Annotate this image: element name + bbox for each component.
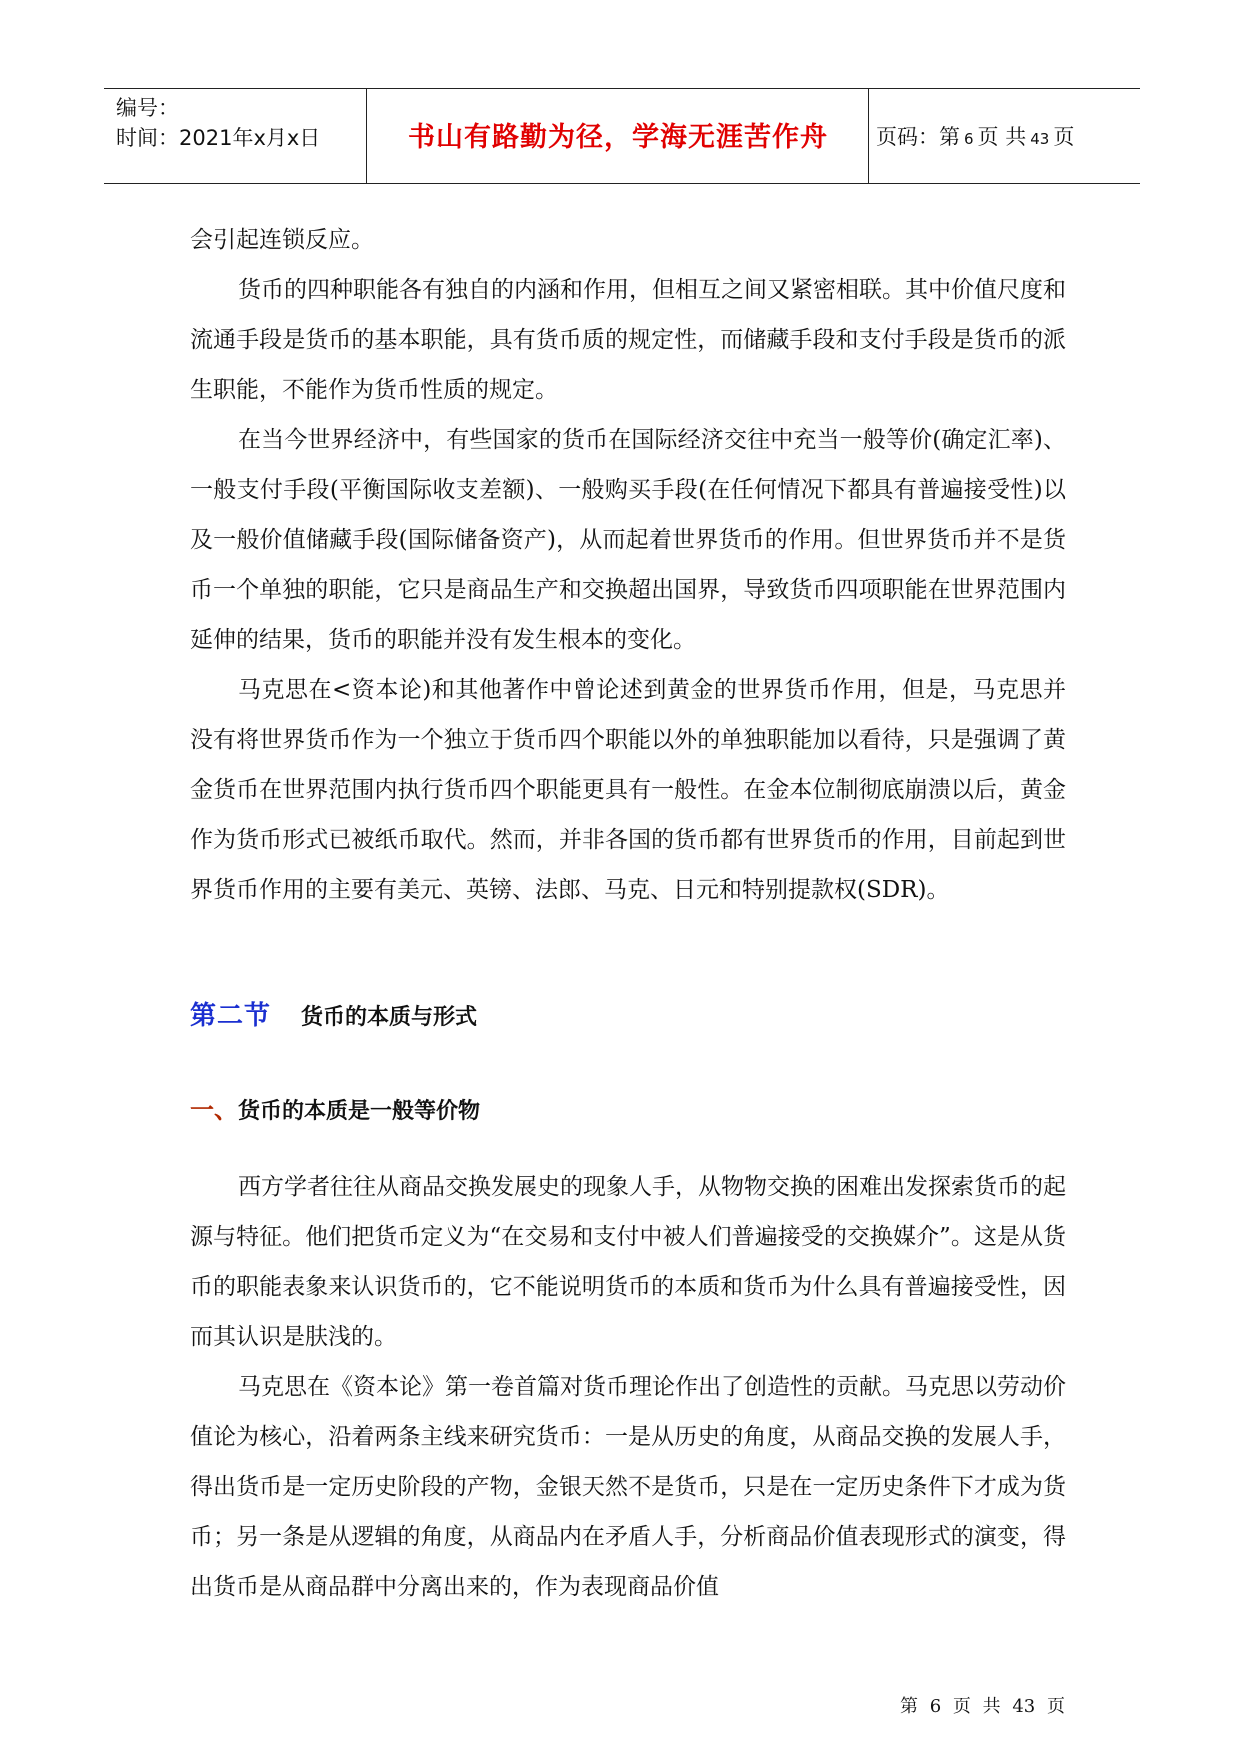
- subsection-title: 货币的本质是一般等价物: [238, 1099, 481, 1124]
- header-page-mid: 页 共: [977, 125, 1027, 149]
- header-page-end: 页: [1053, 125, 1075, 149]
- body-text-bottom: [190, 1162, 1066, 1612]
- section-number: 第二节: [190, 1001, 272, 1031]
- body-text-top: [190, 215, 1066, 915]
- section-title: 货币的本质与形式: [301, 1005, 478, 1030]
- header-left-cell: [116, 93, 366, 153]
- subsection-heading: [190, 1090, 480, 1125]
- header-divider: [366, 89, 367, 183]
- paragraph: 货币的四种职能各有独自的内涵和作用，但相互之间又紧密相联。其中价值尺度和流通手段是货币的基本职能，具有货币质的规定性，而储藏手段和支付手段是货币的派生职能，不能作为货币性质的规定。: [190, 277, 1066, 403]
- paragraph: 马克思在<资本论)和其他著作中曾论述到黄金的世界货币作用，但是，马克思并没有将世界货币作为一个独立于货币四个职能以外的单独职能加以看待，只是强调了黄金货币在世界范围内执行货币四个职能更具有一般性。在金本位制彻底崩溃以后，黄金作为货币形式已被纸币取代。然而，并非各国的货币都有世界货币的作用，目前起到世界货币作用的主要有美元、英镑、法郎、马克、日元和特别提款权(SDR)。: [190, 677, 1066, 903]
- header-code-label: 编号：: [116, 96, 179, 120]
- paragraph: 会引起连锁反应。: [190, 227, 374, 253]
- page-footer: 第 6 页 共 43 页: [900, 1696, 1065, 1717]
- header-time-label: 时间：2021年x月x日: [116, 126, 321, 150]
- header-page-number: 6: [964, 130, 974, 148]
- paragraph: 马克思在《资本论》第一卷首篇对货币理论作出了创造性的贡献。马克思以劳动价值论为核心，沿着两条主线来研究货币：一是从历史的角度，从商品交换的发展人手，得出货币是一定历史阶段的产物，金银天然不是货币，只是在一定历史条件下才成为货币；另一条是从逻辑的角度，从商品内在矛盾人手，分析商品价值表现形式的演变，得出货币是从商品群中分离出来的，作为表现商品价值: [190, 1374, 1066, 1600]
- section-heading: [190, 995, 477, 1032]
- header-divider: [868, 89, 869, 183]
- header-motto: 书山有路勤为径，学海无涯苦作舟: [408, 122, 828, 153]
- paragraph: 在当今世界经济中，有些国家的货币在国际经济交往中充当一般等价(确定汇率)、一般支付手段(平衡国际收支差额)、一般购买手段(在任何情况下都具有普遍接受性)以及一般价值储藏手段(国际储备资产)，从而起着世界货币的作用。但世界货币并不是货币一个单独的职能，它只是商品生产和交换超出国界，导致货币四项职能在世界范围内延伸的结果，货币的职能并没有发生根本的变化。: [190, 427, 1066, 653]
- header-page-total: 43: [1030, 130, 1050, 148]
- header-page-label: 页码：第: [876, 125, 960, 149]
- paragraph: 西方学者往往从商品交换发展史的现象人手，从物物交换的困难出发探索货币的起源与特征。他们把货币定义为“在交易和支付中被人们普遍接受的交换媒介”。这是从货币的职能表象来认识货币的，它不能说明货币的本质和货币为什么具有普遍接受性，因而其认识是肤浅的。: [190, 1174, 1066, 1350]
- document-header: [104, 88, 1140, 184]
- header-page-info: [876, 121, 1074, 151]
- subsection-mark: 一、: [190, 1096, 238, 1124]
